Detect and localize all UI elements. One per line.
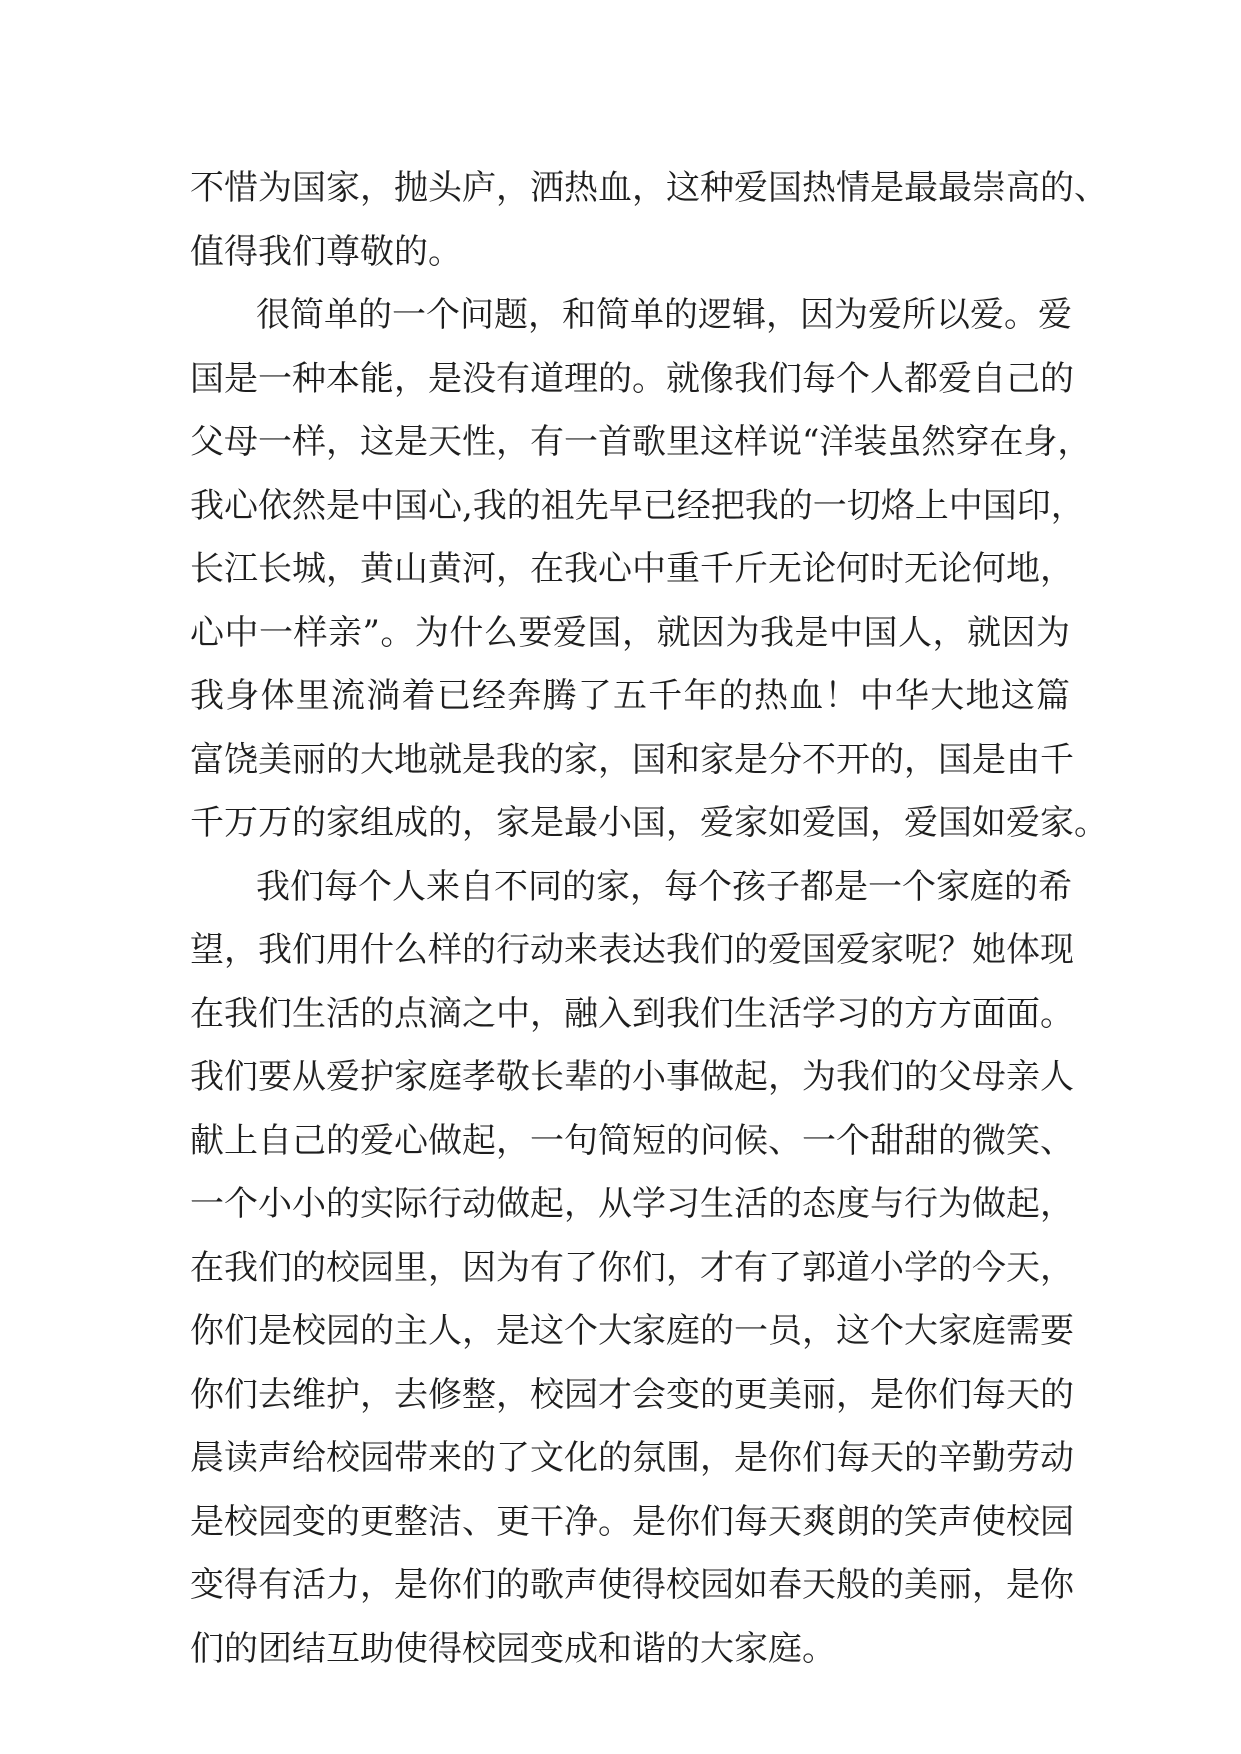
text-line: 国是一种本能，是没有道理的。就像我们每个人都爱自己的: [190, 358, 1074, 399]
text-line: 变得有活力，是你们的歌声使得校园如春天般的美丽，是你: [190, 1565, 1074, 1605]
text-line: 你们是校园的主人，是这个大家庭的一员，这个大家庭需要: [190, 1311, 1074, 1351]
text-line: 望，我们用什么样的行动来表达我们的爱国爱家呢？她体现: [190, 930, 1074, 970]
text-line: 值得我们尊敬的。: [190, 231, 462, 272]
text-line: 你们去维护，去修整，校园才会变的更美丽，是你们每天的: [190, 1374, 1074, 1415]
text-line: 在我们生活的点滴之中，融入到我们生活学习的方方面面。: [190, 993, 1074, 1034]
text-line: 在我们的校园里，因为有了你们，才有了郭道小学的今天，: [190, 1247, 1074, 1288]
text-line: 晨读声给校园带来的了文化的氛围，是你们每天的辛勤劳动: [190, 1438, 1074, 1478]
document-body: [190, 157, 1108, 1681]
text-line: 我们每个人来自不同的家，每个孩子都是一个家庭的希: [256, 866, 1072, 907]
text-line: 我身体里流淌着已经奔腾了五千年的热血！中华大地这篇: [190, 676, 1070, 716]
text-line: 我心依然是中国心,我的祖先早已经把我的一切烙上中国印，: [190, 485, 1085, 526]
text-line: 长江长城，黄山黄河，在我心中重千斤无论何时无论何地，: [190, 549, 1074, 589]
text-line: 富饶美丽的大地就是我的家，国和家是分不开的，国是由千: [190, 739, 1074, 780]
text-line: 一个小小的实际行动做起，从学习生活的态度与行为做起，: [190, 1184, 1074, 1224]
text-line: 不惜为国家，抛头庐，洒热血，这种爱国热情是最最崇高的、: [190, 168, 1108, 208]
text-line: 我们要从爱护家庭孝敬长辈的小事做起，为我们的父母亲人: [190, 1057, 1074, 1097]
text-line: 千万万的家组成的，家是最小国，爱家如爱国，爱国如爱家。: [190, 803, 1108, 843]
text-line: 很简单的一个问题，和简单的逻辑，因为爱所以爱。爱: [256, 295, 1072, 335]
text-line: 是校园变的更整洁、更干净。是你们每天爽朗的笑声使校园: [190, 1501, 1074, 1542]
text-line: 们的团结互助使得校园变成和谐的大家庭。: [190, 1628, 836, 1669]
text-line: 心中一样亲”。为什么要爱国，就因为我是中国人，就因为: [190, 612, 1070, 653]
text-line: 献上自己的爱心做起，一句简短的问候、一个甜甜的微笑、: [190, 1120, 1074, 1161]
text-line: 父母一样，这是天性，有一首歌里这样说“洋装虽然穿在身，: [190, 422, 1092, 462]
